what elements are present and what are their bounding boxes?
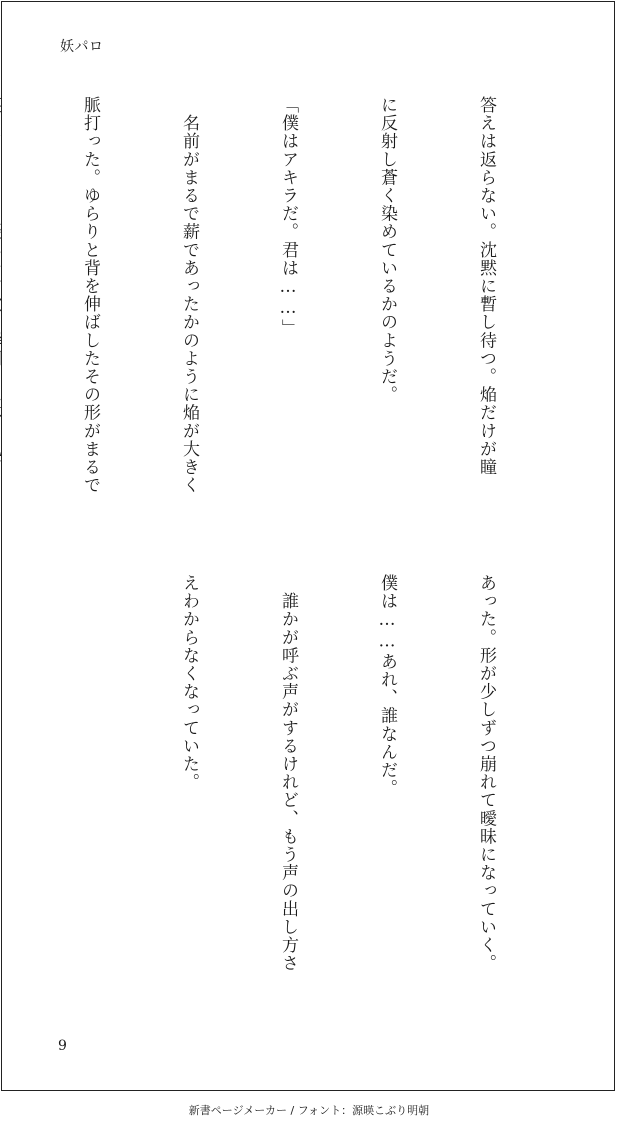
text-column: 誰かが呼ぶ声がするけれど、もう声の出し方さ xyxy=(278,574,298,973)
text-column: 答えは返らない。沈黙に暫し待つ。焔だけが瞳 xyxy=(476,96,496,477)
text-column: 名前がまるで薪であったかのように焔が大きく xyxy=(179,96,199,495)
text-column xyxy=(0,96,7,536)
lower-text-block xyxy=(0,574,568,1014)
running-header: 妖パロ xyxy=(60,39,104,55)
text-column: 「僕はアキラだ。君は……」 xyxy=(278,96,298,338)
footer-credit: 新書ページメーカー / フォント：源暎こぶり明朝 xyxy=(188,1104,430,1117)
page-number: 9 xyxy=(58,1038,67,1054)
text-column: に反射し蒼く染めているかのようだ。 xyxy=(377,96,397,404)
book-page xyxy=(1,1,615,1091)
upper-text-block xyxy=(0,96,568,536)
text-column: あった。形が少しずつ崩れて曖昧になっていく。 xyxy=(476,574,496,973)
text-column: えわからなくなっていた。 xyxy=(179,574,199,792)
text-column: 脈打った。ゆらりと背を伸ばしたその形がまるで xyxy=(80,96,100,495)
text-column: 僕は……あれ、誰なんだ。 xyxy=(377,574,397,798)
blank-column xyxy=(0,574,7,1014)
blank-column xyxy=(73,574,106,1014)
